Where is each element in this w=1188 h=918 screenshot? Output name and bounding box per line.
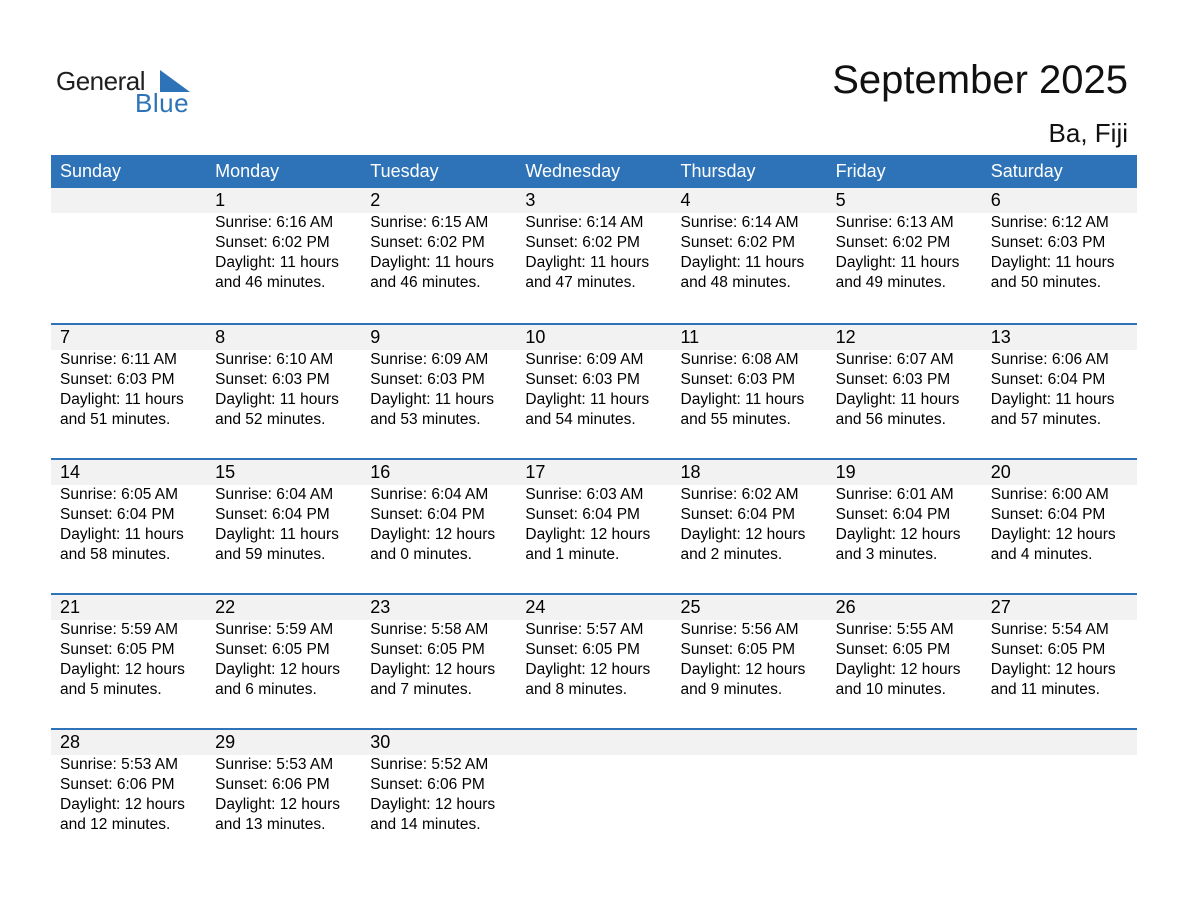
- sunrise-text: Sunrise: 6:14 AM: [680, 214, 799, 231]
- calendar: [51, 155, 1137, 863]
- sunrise-text: Sunrise: 6:16 AM: [215, 214, 334, 231]
- day-cell: [206, 325, 361, 430]
- daylight-minutes-text: and 5 minutes.: [60, 681, 162, 698]
- sunrise-text: Sunrise: 6:05 AM: [60, 486, 179, 503]
- sunset-text: Sunset: 6:05 PM: [835, 641, 951, 658]
- sunrise-text: Sunrise: 5:53 AM: [60, 756, 179, 773]
- daylight-text: Daylight: 12 hours: [370, 526, 496, 543]
- weekday-monday: Monday: [215, 161, 280, 181]
- sunset-text: Sunset: 6:03 PM: [990, 234, 1106, 251]
- sunrise-text: Sunrise: 6:09 AM: [370, 351, 489, 368]
- sunrise-text: Sunrise: 6:00 AM: [990, 486, 1109, 503]
- day-cell: [982, 325, 1137, 430]
- sunrise-text: Sunrise: 6:15 AM: [370, 214, 489, 231]
- daylight-text: Daylight: 11 hours: [215, 526, 339, 543]
- sunrise-text: Sunrise: 6:12 AM: [990, 214, 1109, 231]
- daylight-minutes-text: and 3 minutes.: [835, 546, 938, 563]
- weekday-friday: Friday: [835, 161, 886, 181]
- day-cell: [672, 460, 827, 565]
- daylight-text: Daylight: 12 hours: [60, 661, 185, 678]
- day-number: 16: [370, 462, 391, 482]
- daylight-minutes-text: and 57 minutes.: [990, 411, 1102, 428]
- daylight-text: Daylight: 12 hours: [680, 526, 806, 543]
- daylight-minutes-text: and 52 minutes.: [215, 411, 326, 428]
- daylight-minutes-text: and 0 minutes.: [370, 546, 472, 563]
- daylight-minutes-text: and 53 minutes.: [370, 411, 481, 428]
- day-number: 13: [990, 327, 1011, 347]
- day-number: 12: [835, 327, 856, 347]
- sunset-text: Sunset: 6:05 PM: [525, 641, 640, 658]
- sunrise-text: Sunrise: 6:07 AM: [835, 351, 954, 368]
- daylight-text: Daylight: 11 hours: [60, 526, 184, 543]
- weekday-tuesday: Tuesday: [370, 161, 439, 181]
- weekday-wednesday: Wednesday: [525, 161, 621, 181]
- sunset-text: Sunset: 6:03 PM: [525, 371, 640, 388]
- daylight-minutes-text: and 49 minutes.: [835, 274, 946, 291]
- empty-day-cell: [672, 730, 827, 835]
- day-cell: [827, 188, 982, 293]
- location-label: Ba, Fiji: [1048, 118, 1128, 148]
- daylight-text: Daylight: 11 hours: [215, 391, 339, 408]
- sunset-text: Sunset: 6:06 PM: [215, 776, 330, 793]
- sunset-text: Sunset: 6:06 PM: [370, 776, 485, 793]
- day-number: 23: [370, 597, 391, 617]
- sunset-text: Sunset: 6:04 PM: [990, 506, 1106, 523]
- daylight-minutes-text: and 6 minutes.: [215, 681, 317, 698]
- empty-day-cell: [516, 730, 671, 835]
- day-cell: [361, 730, 516, 835]
- empty-day-cell: [982, 730, 1137, 835]
- sunset-text: Sunset: 6:02 PM: [370, 234, 485, 251]
- daylight-text: Daylight: 12 hours: [215, 661, 341, 678]
- sunrise-text: Sunrise: 6:13 AM: [835, 214, 954, 231]
- sunset-text: Sunset: 6:03 PM: [215, 371, 330, 388]
- daylight-text: Daylight: 11 hours: [60, 391, 184, 408]
- sunrise-text: Sunrise: 5:56 AM: [680, 621, 799, 638]
- calendar-weeks: [51, 188, 1137, 863]
- daylight-minutes-text: and 50 minutes.: [990, 274, 1102, 291]
- daylight-minutes-text: and 55 minutes.: [680, 411, 791, 428]
- sunset-text: Sunset: 6:02 PM: [835, 234, 951, 251]
- sunset-text: Sunset: 6:04 PM: [60, 506, 175, 523]
- sunrise-text: Sunrise: 6:03 AM: [525, 486, 644, 503]
- day-number: 30: [370, 732, 391, 752]
- day-number: 22: [215, 597, 236, 617]
- sunrise-text: Sunrise: 6:04 AM: [215, 486, 334, 503]
- sunrise-text: Sunrise: 6:08 AM: [680, 351, 799, 368]
- day-number: 6: [990, 190, 1001, 210]
- daylight-text: Daylight: 11 hours: [835, 254, 960, 271]
- week-row: [51, 188, 1137, 323]
- sunset-text: Sunset: 6:05 PM: [680, 641, 796, 658]
- daylight-minutes-text: and 51 minutes.: [60, 411, 171, 428]
- sunrise-text: Sunrise: 6:14 AM: [525, 214, 644, 231]
- daylight-text: Daylight: 11 hours: [990, 254, 1115, 271]
- day-number: 18: [680, 462, 701, 482]
- day-cell: [827, 325, 982, 430]
- sunrise-text: Sunrise: 5:59 AM: [60, 621, 179, 638]
- sunrise-text: Sunrise: 5:58 AM: [370, 621, 489, 638]
- daylight-minutes-text: and 46 minutes.: [370, 274, 481, 291]
- weekday-thursday: Thursday: [680, 161, 756, 181]
- day-cell: [516, 188, 671, 293]
- sunset-text: Sunset: 6:05 PM: [990, 641, 1106, 658]
- daylight-minutes-text: and 7 minutes.: [370, 681, 472, 698]
- daylight-text: Daylight: 12 hours: [370, 796, 496, 813]
- daylight-minutes-text: and 58 minutes.: [60, 546, 171, 563]
- logo-general-text: General: [56, 66, 145, 96]
- day-number: 24: [525, 597, 546, 617]
- sunset-text: Sunset: 6:02 PM: [680, 234, 796, 251]
- sunrise-text: Sunrise: 6:10 AM: [215, 351, 334, 368]
- daylight-minutes-text: and 46 minutes.: [215, 274, 326, 291]
- sunset-text: Sunset: 6:02 PM: [525, 234, 640, 251]
- daylight-text: Daylight: 12 hours: [680, 661, 806, 678]
- day-cell: [982, 595, 1137, 700]
- day-cell: [206, 730, 361, 835]
- sunset-text: Sunset: 6:06 PM: [60, 776, 175, 793]
- week-row: [51, 323, 1137, 458]
- sunrise-text: Sunrise: 5:57 AM: [525, 621, 644, 638]
- day-cell: [361, 595, 516, 700]
- daylight-text: Daylight: 12 hours: [215, 796, 341, 813]
- sunrise-text: Sunrise: 6:04 AM: [370, 486, 489, 503]
- sunset-text: Sunset: 6:03 PM: [835, 371, 951, 388]
- day-cell: [516, 460, 671, 565]
- daylight-text: Daylight: 12 hours: [990, 526, 1116, 543]
- sunrise-text: Sunrise: 5:54 AM: [990, 621, 1109, 638]
- day-cell: [827, 460, 982, 565]
- daylight-minutes-text: and 47 minutes.: [525, 274, 636, 291]
- daylight-minutes-text: and 4 minutes.: [990, 546, 1093, 563]
- week-row: [51, 458, 1137, 593]
- daylight-text: Daylight: 11 hours: [990, 391, 1115, 408]
- sunrise-text: Sunrise: 6:11 AM: [60, 351, 177, 368]
- day-cell: [672, 188, 827, 293]
- day-number: 8: [215, 327, 226, 347]
- sunset-text: Sunset: 6:05 PM: [215, 641, 330, 658]
- day-number: 14: [60, 462, 81, 482]
- daylight-text: Daylight: 12 hours: [370, 661, 496, 678]
- sunrise-text: Sunrise: 6:02 AM: [680, 486, 799, 503]
- daylight-text: Daylight: 12 hours: [990, 661, 1116, 678]
- sunrise-text: Sunrise: 5:52 AM: [370, 756, 489, 773]
- day-number: 19: [835, 462, 856, 482]
- day-number: 5: [835, 190, 846, 210]
- day-cell: [206, 188, 361, 293]
- day-number: 29: [215, 732, 236, 752]
- daylight-minutes-text: and 14 minutes.: [370, 816, 481, 833]
- day-number: 10: [525, 327, 546, 347]
- logo: [56, 66, 206, 120]
- sunrise-text: Sunrise: 5:55 AM: [835, 621, 954, 638]
- day-cell: [827, 595, 982, 700]
- day-number: 11: [680, 327, 700, 347]
- page-title: September 2025: [832, 58, 1128, 102]
- day-cell: [51, 460, 206, 565]
- daylight-text: Daylight: 12 hours: [525, 661, 651, 678]
- sunrise-text: Sunrise: 6:01 AM: [835, 486, 954, 503]
- sunrise-text: Sunrise: 6:09 AM: [525, 351, 644, 368]
- day-number: 4: [680, 190, 691, 210]
- logo-blue-text: Blue: [135, 88, 190, 118]
- sunset-text: Sunset: 6:04 PM: [990, 371, 1106, 388]
- week-row: [51, 728, 1137, 863]
- day-number: 21: [60, 597, 81, 617]
- day-cell: [982, 460, 1137, 565]
- day-cell: [982, 188, 1137, 293]
- daylight-text: Daylight: 11 hours: [835, 391, 960, 408]
- week-row: [51, 593, 1137, 728]
- daylight-text: Daylight: 12 hours: [525, 526, 651, 543]
- sunset-text: Sunset: 6:03 PM: [370, 371, 485, 388]
- sunset-text: Sunset: 6:04 PM: [215, 506, 330, 523]
- sunset-text: Sunset: 6:03 PM: [680, 371, 796, 388]
- daylight-minutes-text: and 8 minutes.: [525, 681, 628, 698]
- sunrise-text: Sunrise: 6:06 AM: [990, 351, 1109, 368]
- sunrise-text: Sunrise: 5:53 AM: [215, 756, 334, 773]
- daylight-text: Daylight: 11 hours: [370, 254, 495, 271]
- daylight-text: Daylight: 11 hours: [680, 391, 805, 408]
- day-cell: [672, 595, 827, 700]
- day-cell: [51, 325, 206, 430]
- sunset-text: Sunset: 6:04 PM: [680, 506, 796, 523]
- daylight-text: Daylight: 11 hours: [370, 391, 495, 408]
- daylight-text: Daylight: 11 hours: [215, 254, 339, 271]
- daylight-text: Daylight: 11 hours: [680, 254, 805, 271]
- daylight-minutes-text: and 12 minutes.: [60, 816, 171, 833]
- daylight-text: Daylight: 12 hours: [60, 796, 185, 813]
- day-cell: [361, 325, 516, 430]
- sunset-text: Sunset: 6:04 PM: [370, 506, 485, 523]
- daylight-text: Daylight: 11 hours: [525, 254, 650, 271]
- sunset-text: Sunset: 6:03 PM: [60, 371, 175, 388]
- day-number: 25: [680, 597, 701, 617]
- day-cell: [516, 595, 671, 700]
- sunrise-text: Sunrise: 5:59 AM: [215, 621, 334, 638]
- daylight-minutes-text: and 56 minutes.: [835, 411, 946, 428]
- daylight-minutes-text: and 1 minute.: [525, 546, 620, 563]
- day-number: 7: [60, 327, 71, 347]
- daylight-text: Daylight: 12 hours: [835, 661, 961, 678]
- empty-day-cell: [51, 188, 206, 293]
- daylight-text: Daylight: 11 hours: [525, 391, 650, 408]
- daylight-minutes-text: and 13 minutes.: [215, 816, 326, 833]
- daylight-minutes-text: and 59 minutes.: [215, 546, 326, 563]
- day-cell: [672, 325, 827, 430]
- day-cell: [361, 188, 516, 293]
- sunset-text: Sunset: 6:04 PM: [835, 506, 951, 523]
- day-number: 26: [835, 597, 856, 617]
- daylight-minutes-text: and 10 minutes.: [835, 681, 946, 698]
- empty-day-cell: [827, 730, 982, 835]
- daylight-minutes-text: and 11 minutes.: [990, 681, 1100, 698]
- day-number: 17: [525, 462, 546, 482]
- weekday-header: [51, 155, 1137, 188]
- sunset-text: Sunset: 6:04 PM: [525, 506, 640, 523]
- sunset-text: Sunset: 6:02 PM: [215, 234, 330, 251]
- daylight-text: Daylight: 12 hours: [835, 526, 961, 543]
- weekday-sunday: Sunday: [60, 161, 122, 181]
- day-number: 2: [370, 190, 381, 210]
- day-cell: [51, 595, 206, 700]
- sunset-text: Sunset: 6:05 PM: [370, 641, 485, 658]
- daylight-minutes-text: and 2 minutes.: [680, 546, 783, 563]
- day-cell: [206, 595, 361, 700]
- day-number: 15: [215, 462, 236, 482]
- daylight-minutes-text: and 48 minutes.: [680, 274, 791, 291]
- sunset-text: Sunset: 6:05 PM: [60, 641, 175, 658]
- day-number: 20: [990, 462, 1011, 482]
- weekday-saturday: Saturday: [990, 161, 1063, 181]
- daylight-minutes-text: and 9 minutes.: [680, 681, 783, 698]
- day-cell: [516, 325, 671, 430]
- day-number: 27: [990, 597, 1011, 617]
- day-cell: [361, 460, 516, 565]
- day-cell: [51, 730, 206, 835]
- day-number: 1: [215, 190, 226, 210]
- day-number: 28: [60, 732, 81, 752]
- daylight-minutes-text: and 54 minutes.: [525, 411, 636, 428]
- day-cell: [206, 460, 361, 565]
- day-number: 9: [370, 327, 381, 347]
- day-number: 3: [525, 190, 536, 210]
